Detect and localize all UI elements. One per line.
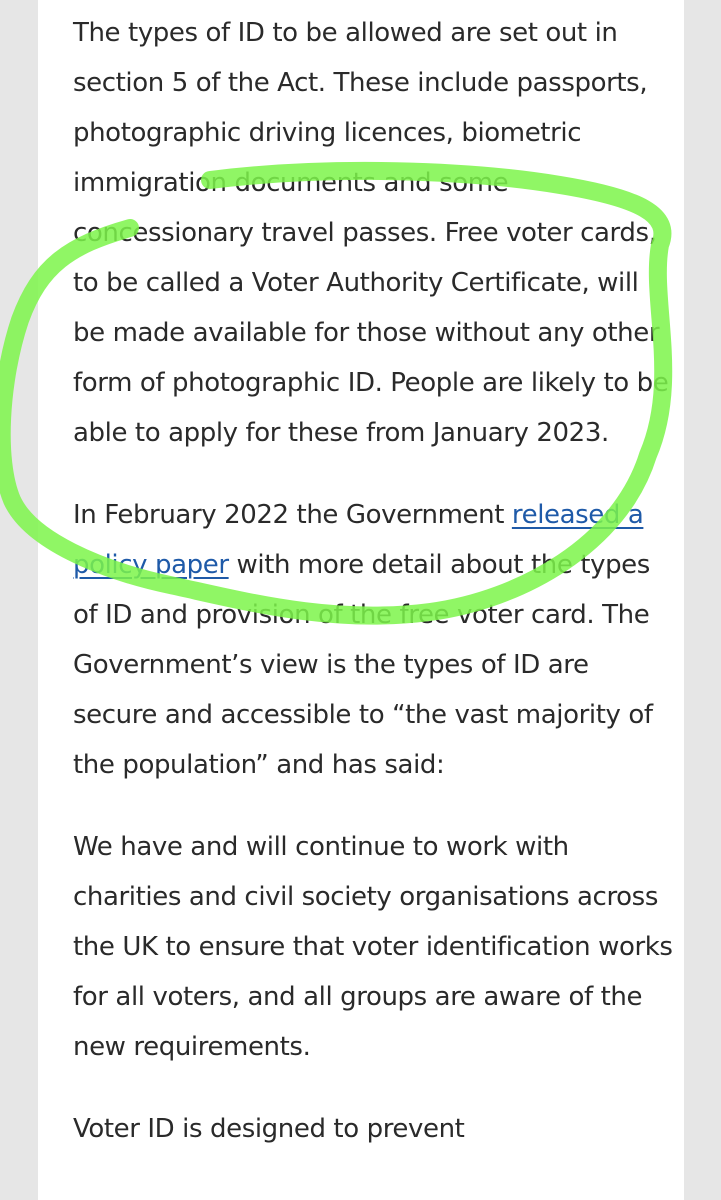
paragraph-id-types: The types of ID to be allowed are set out in section 5 of the Act. These include passports, photographic driving licences, biometric immigration documents and some concessionary travel passes. Free voter cards, to be called a Voter Authority Certificate, will be made available for those without any other form of photographic ID. People are likely to be able to apply for these from January 2023.: [73, 18, 669, 448]
paragraph-voter-id: Voter ID is designed to prevent: [73, 1114, 465, 1144]
quote-paragraph: We have and will continue to work with charities and civil society organisations across the UK to ensure that voter identification works for all voters, and all groups are aware of the new requirements.: [73, 832, 673, 1062]
paragraph-policy-text-after: with more detail about the types of ID and provision of the free voter card. The Government’s view is the types of ID are secure and accessible to “the vast majority of the population” and has said:: [73, 550, 653, 780]
paragraph-policy-text-before: In February 2022 the Government: [73, 500, 512, 530]
policy-paper-link[interactable]: released a policy paper: [73, 500, 644, 580]
paragraph-policy-paper: [73, 490, 673, 790]
article-body: [73, 8, 673, 1186]
